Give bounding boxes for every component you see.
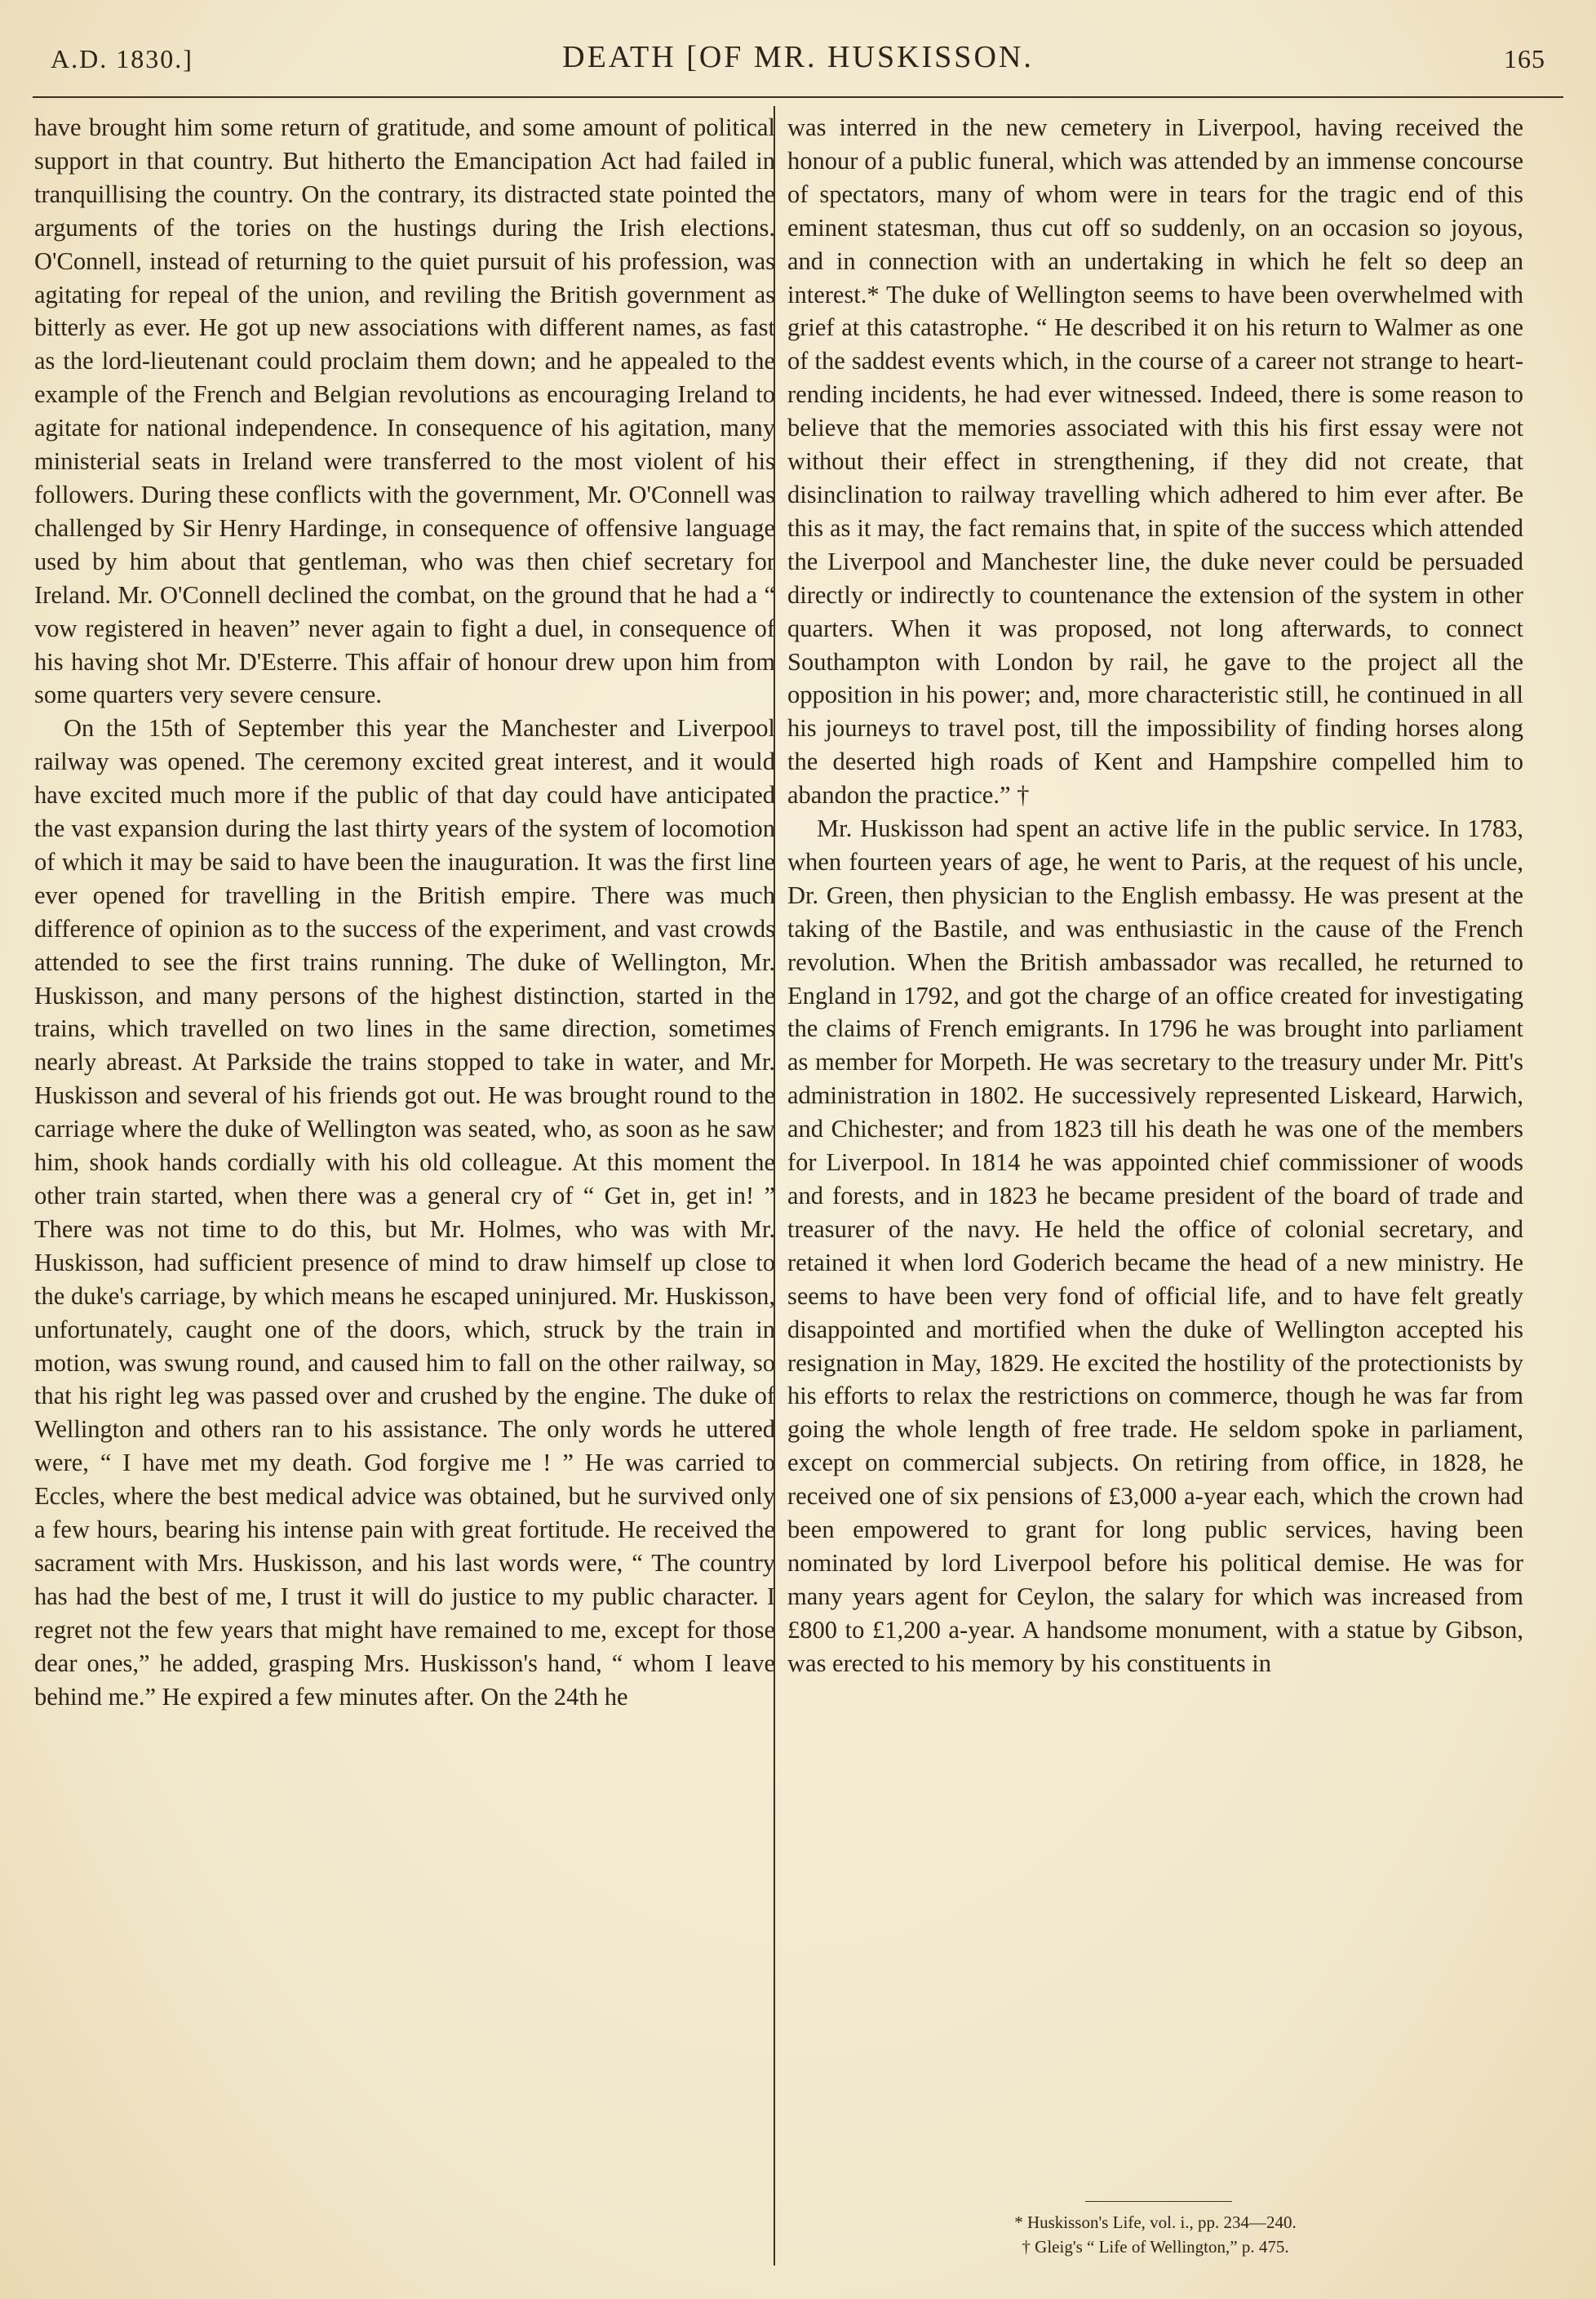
running-header <box>51 39 1545 88</box>
footnote-rule <box>1085 2201 1232 2202</box>
footnote: † Gleig's “ Life of Wellington,” p. 475. <box>1022 2237 1289 2257</box>
right-column <box>787 111 1523 1680</box>
paragraph: Mr. Huskisson had spent an active life in the public service. In 1783, when fourteen years of age, he went to Paris, at the request of his uncle, Dr. Green, then physician to the English embassy. He was present at the taking of the Bastile, and was enthusiastic in the cause of the French revolution. When the British ambassador was recalled, he returned to England in 1792, and got the charge of an office created for investigating the claims of French emigrants. In 1796 he was brought into parliament as member for Morpeth. He was secretary to the treasury under Mr. Pitt's administration in 1802. He successively represented Liskeard, Harwich, and Chichester; and from 1823 till his death he was one of the members for Liverpool. In 1814 he was appointed chief commissioner of woods and forests, and in 1823 he became president of the board of trade and treasurer of the navy. He held the office of colonial secretary, and retained it when lord Goderich became the head of a new ministry. He seems to have been very fond of official life, and to have felt greatly disappointed and mortified when the duke of Wellington accepted his resignation in May, 1829. He excited the hostility of the protectionists by his efforts to relax the restrictions on commerce, though he was far from going the whole length of free trade. He seldom spoke in parliament, except on commercial subjects. On retiring from office, in 1828, he received one of six pensions of £3,000 a-year each, which the crown had been empowered to grant for long public services, having been nominated by lord Liverpool before his political demise. He was for many years agent for Ceylon, the salary for which was increased from £800 to £1,200 a-year. A handsome monument, with a statue by Gibson, was erected to his memory by his constituents in <box>787 814 1523 1677</box>
page-number: 165 <box>1504 44 1545 73</box>
header-rule <box>33 96 1563 98</box>
left-column <box>34 111 775 1714</box>
column-divider <box>774 106 775 2266</box>
footnote: * Huskisson's Life, vol. i., pp. 234—240. <box>1014 2212 1297 2232</box>
header-title: DEATH [OF MR. HUSKISSON. <box>562 40 1034 74</box>
header-date: A.D. 1830.] <box>51 44 193 73</box>
paragraph: have brought him some return of gratitude, and some amount of political support in that country. But hitherto the Emancipation Act had failed in tranquillising the country. On the contrary, its distracted state pointed the arguments of the tories on the hustings during the Irish elections. O'Connell, instead of returning to the quiet pursuit of his profession, was agitating for repeal of the union, and reviling the British government as bitterly as ever. He got up new associations with different names, as fast as the lord-lieutenant could proclaim them down; and he appealed to the example of the French and Belgian revolutions as encouraging Ireland to agitate for national independence. In consequence of his agitation, many ministerial seats in Ireland were transferred to the most violent of his followers. During these conflicts with the government, Mr. O'Connell was challenged by Sir Henry Hardinge, in consequence of offensive language used by him about that gentleman, who was then chief secretary for Ireland. Mr. O'Connell declined the combat, on the ground that he had a “ vow registered in heaven” never again to fight a duel, in consequence of his having shot Mr. D'Esterre. This affair of honour drew upon him from some quarters very severe censure. <box>34 113 775 709</box>
paragraph: On the 15th of September this year the Manchester and Liverpool railway was opened. The ceremony excited great interest, and it would have excited much more if the public of that day could have anticipated the vast expansion during the last thirty years of the system of locomotion of which it may be said to have been the inauguration. It was the first line ever opened for travelling in the British empire. There was much difference of opinion as to the success of the experiment, and vast crowds attended to see the first trains running. The duke of Wellington, Mr. Huskisson, and many persons of the highest distinction, started in the trains, which travelled on two lines in the same direction, sometimes nearly abreast. At Parkside the trains stopped to take in water, and Mr. Huskisson and several of his friends got out. He was brought round to the carriage where the duke of Wellington was seated, who, as soon as he saw him, shook hands cordially with his old colleague. At this moment the other train started, when there was a general cry of “ Get in, get in! ” There was not time to do this, but Mr. Holmes, who was with Mr. Huskisson, had sufficient presence of mind to draw himself up close to the duke's carriage, by which means he escaped uninjured. Mr. Huskisson, unfortunately, caught one of the doors, which, struck by the train in motion, was swung round, and caused him to fall on the other railway, so that his right leg was passed over and crushed by the engine. The duke of Wellington and others ran to his assistance. The only words he uttered were, “ I have met my death. God forgive me ! ” He was carried to Eccles, where the best medical advice was obtained, but he survived only a few hours, bearing his intense pain with great fortitude. He received the sacrament with Mrs. Huskisson, and his last words were, “ The country has had the best of me, I trust it will do justice to my public character. I regret not the few years that might have remained to me, except for those dear ones,” he added, grasping Mrs. Huskisson's hand, “ whom I leave behind me.” He expired a few minutes after. On the 24th he <box>34 714 775 1711</box>
paragraph: was interred in the new cemetery in Liverpool, having received the honour of a public funeral, which was attended by an immense concourse of spectators, many of whom were in tears for the tragic end of this eminent statesman, thus cut off so suddenly, on an occasion so joyous, and in connection with an undertaking in which he felt so deep an interest.* The duke of Wellington seems to have been overwhelmed with grief at this catastrophe. “ He described it on his return to Walmer as one of the saddest events which, in the course of a career not strange to heart-rending incidents, he had ever witnessed. Indeed, there is some reason to believe that the memories associated with this his first essay were not without their effect in strengthening, if they did not create, that disinclination to railway travelling which adhered to him ever after. Be this as it may, the fact remains that, in spite of the success which attended the Liverpool and Manchester line, the duke never could be persuaded directly or indirectly to countenance the extension of the system in other quarters. When it was proposed, not long afterwards, to connect Southampton with London by rail, he gave to the project all the opposition in his power; and, more characteristic still, he continued in all his journeys to travel post, till the impossibility of finding horses along the deserted high roads of Kent and Hampshire compelled him to abandon the practice.” † <box>787 113 1523 810</box>
footnotes <box>787 2210 1523 2259</box>
